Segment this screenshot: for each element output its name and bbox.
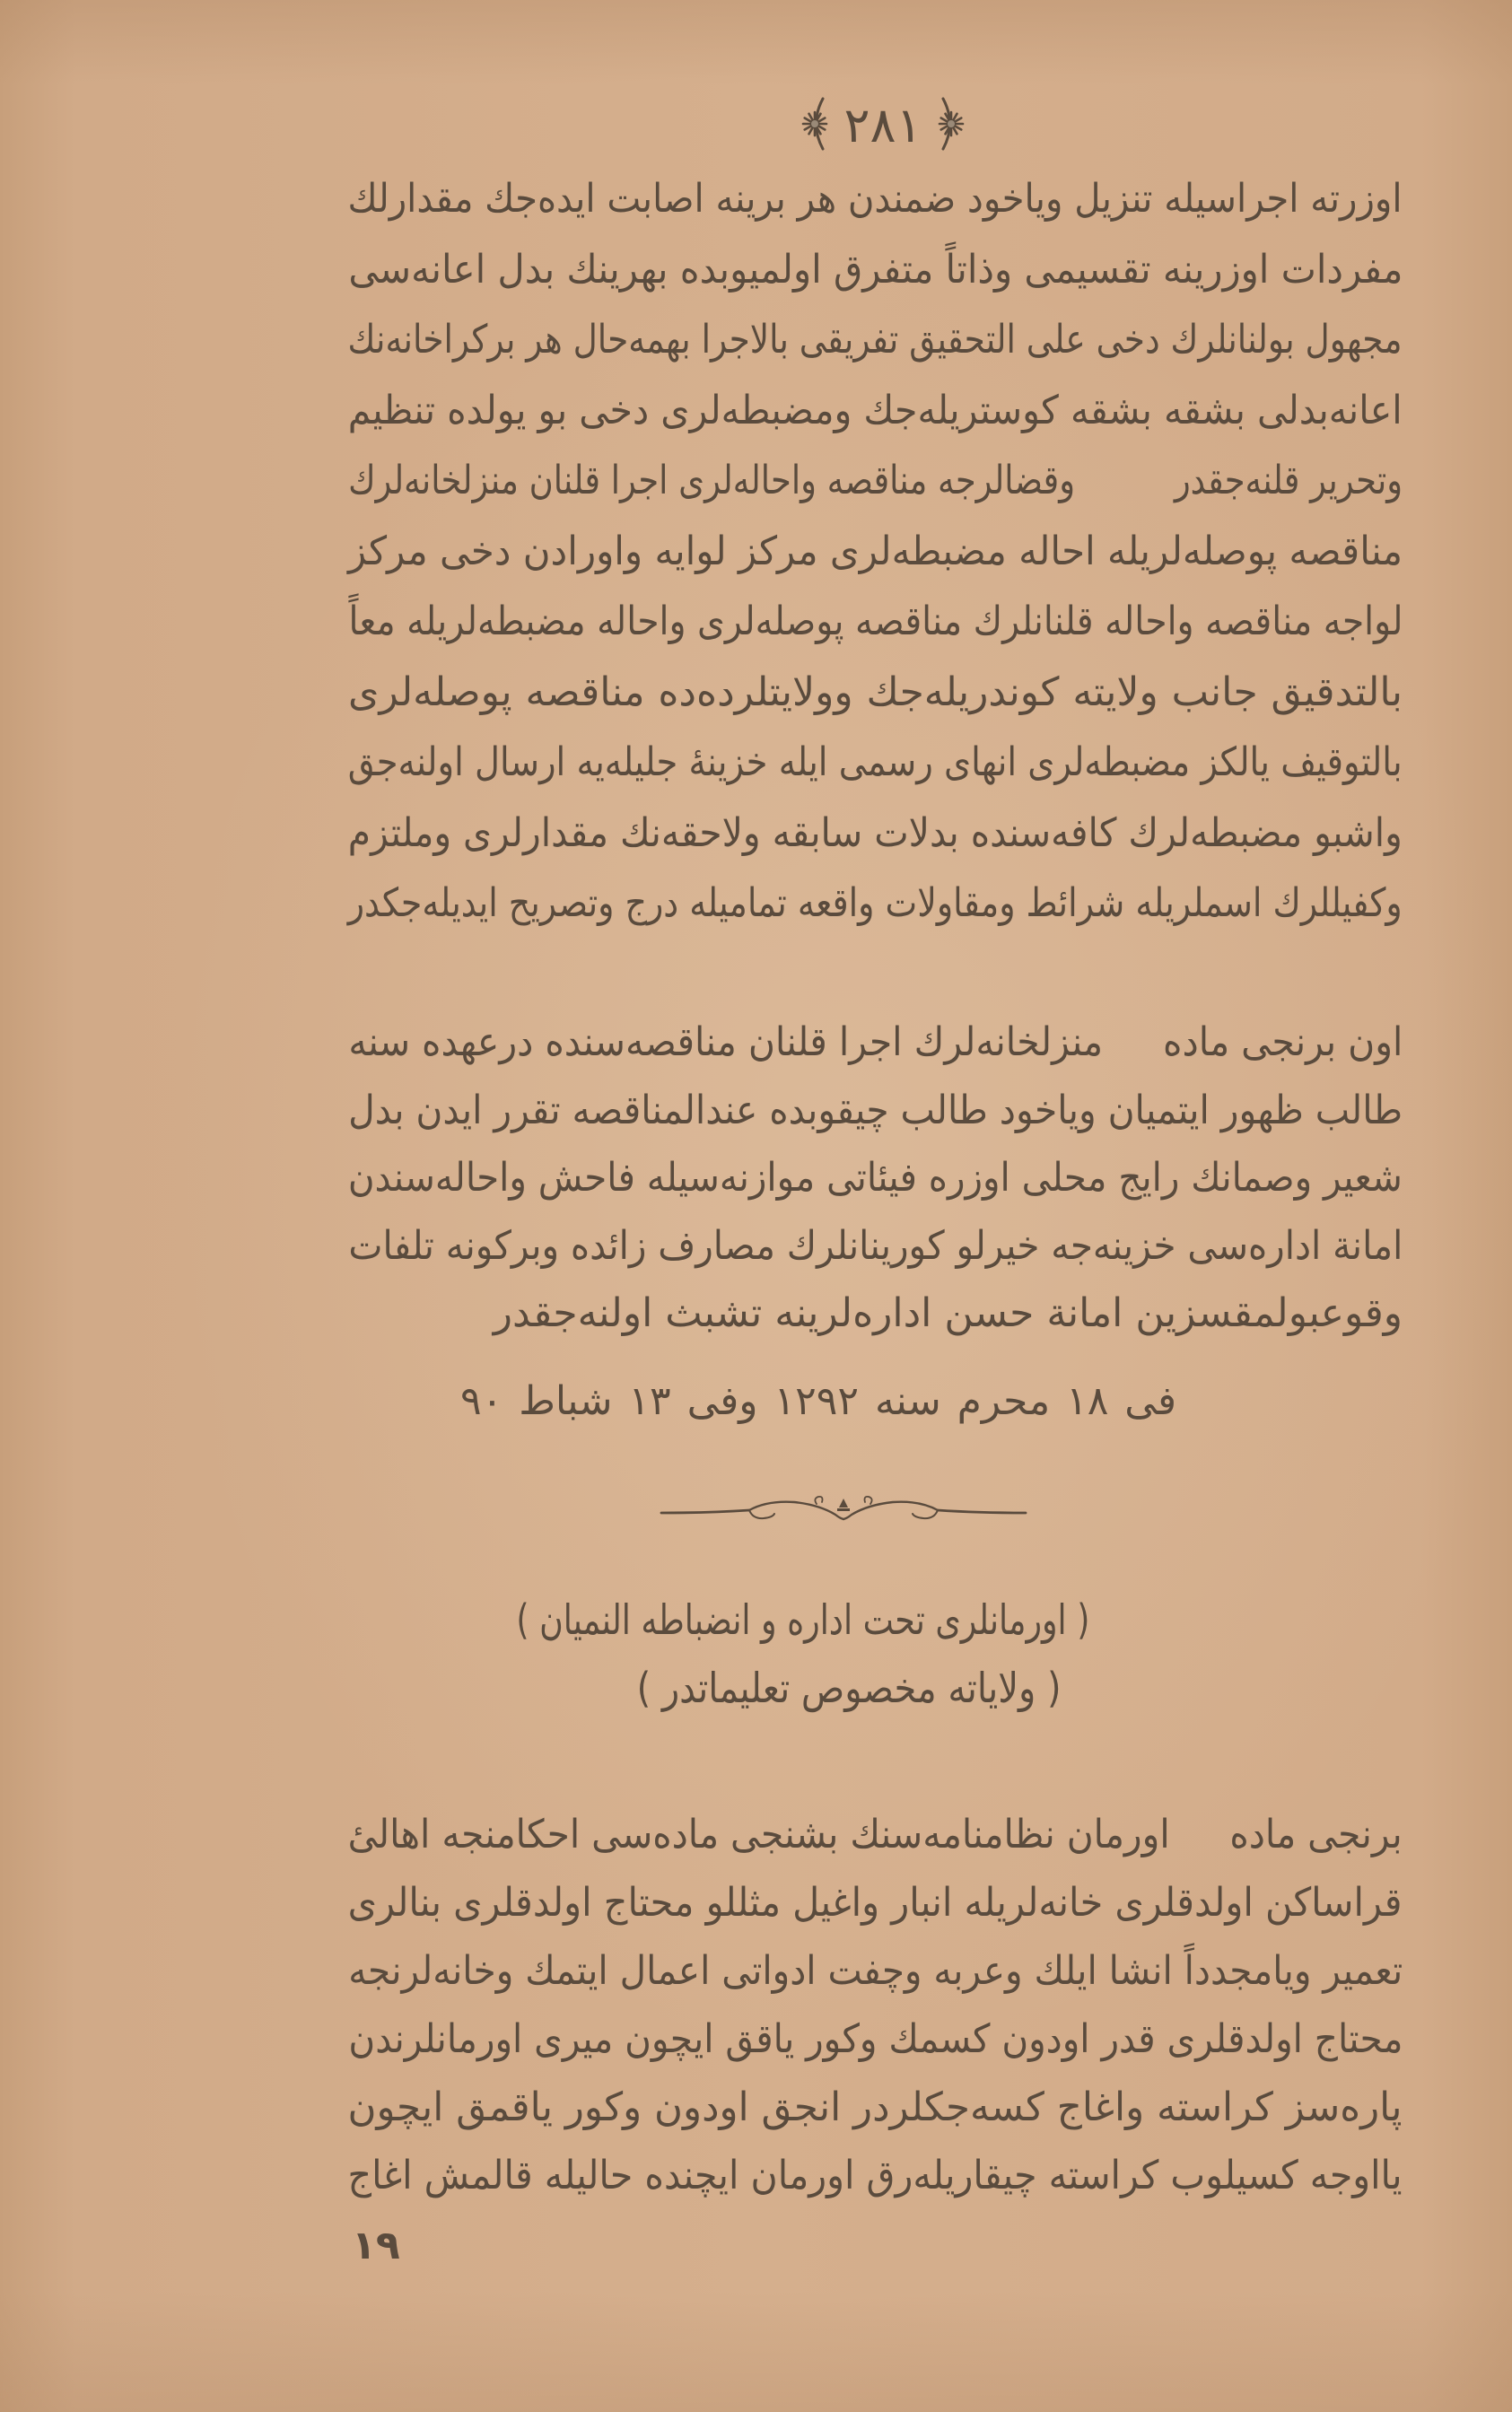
- text-line: لواجه مناقصه واحاله قلنانلرك مناقصه پوصله‌لری واحاله مضبطه‌لریله معاً: [348, 599, 1403, 644]
- article-label: برنجی ماده: [1229, 1812, 1403, 1857]
- text-line: محتاج اولدقلری قدر اودون کسمك وکور یاقق ایچون میری اورمانلرندن: [348, 2016, 1403, 2062]
- section-subtitle: ( ولایاته مخصوص تعلیماتدر ): [637, 1664, 1062, 1712]
- article-one: [348, 1801, 1403, 2210]
- text-line: تعمیر ویامجدداً انشا ایلك وعربه وچفت ادواتی اعمال ایتمك وخانه‌لرنجه: [348, 1948, 1403, 1994]
- text-line: مفردات اوزرینه تقسیمی وذاتاً متفرق اولمیوبده بهرینك بدل اعانه‌سی: [348, 246, 1403, 293]
- star-ornament-right-icon: [931, 95, 967, 156]
- text-line-last: وقوعبولمقسزین امانة حسن اداره‌لرینه تشبث اولنه‌جقدر: [493, 1290, 1403, 1336]
- page-number-header: [784, 93, 982, 158]
- text-line: امانة اداره‌سی خزینه‌جه خیرلو کورینانلرك مصارف زائده وبرکونه تلفات: [348, 1222, 1403, 1269]
- paragraph-continuation: [348, 164, 1403, 939]
- article-text: منزلخانه‌لرك اجرا قلنان مناقصه‌سنده درعهده سنه: [348, 1019, 1103, 1065]
- text-line: بالتوقیف یالکز مضبطه‌لری انهای رسمی ایله خزینهٔ جلیله‌یه ارسال اولنه‌جق: [348, 739, 1403, 785]
- text-line: اعانه‌بدلی بشقه بشقه کوستریله‌جك ومضبطه‌لری دخی بو یولده تنظیم: [348, 387, 1403, 433]
- star-ornament-left-icon: [799, 95, 835, 156]
- text-line: [348, 1801, 1403, 1869]
- article-eleven: [348, 1009, 1403, 1348]
- text-line: [348, 1009, 1403, 1077]
- text-line: وکفیللرك اسملریله شرائط ومقاولات واقعه تمامیله درج وتصریح ایدیله‌جکدر: [348, 880, 1403, 926]
- text-line: پاره‌سز کراسته واغاج کسه‌جکلردر انجق اودون وکور یاقمق ایچون: [348, 2084, 1403, 2130]
- text-line: وتحریر قلنه‌جقدر وقضالرجه مناقصه واحاله‌لری اجرا قلنان منزلخانه‌لرك: [348, 458, 1403, 503]
- article-text: اورمان نظامنامه‌سنك بشنجی ماده‌سی احکامنجه اهالیٔ: [348, 1812, 1170, 1857]
- text-line: مجهول بولنانلرك دخی علی التحقیق تفریقی بالاجرا بهمه‌حال هر بركراخانه‌نك: [348, 317, 1403, 363]
- text-line: قراساکن اولدقلری خانه‌لریله انبار واغیل مثللو محتاج اولدقلری بنالری: [348, 1880, 1403, 1926]
- text-line: بالتدقیق جانب ولایته کوندریله‌جك وولایتلرده‌ده مناقصه پوصله‌لری: [348, 669, 1403, 715]
- text-line: طالب ظهور ایتمیان ویاخود طالب چیقوبده عندالمناقصه تقرر ایدن بدل: [348, 1087, 1403, 1133]
- section-title: ( اورمانلری تحت اداره و انضباطه النمیان ): [516, 1595, 1089, 1644]
- text-line: یااوجه کسیلوب کراسته چیقاریله‌رق اورمان ایچنده حالیله قالمش اغاج: [348, 2153, 1403, 2198]
- page-number: ٢٨١: [843, 97, 922, 153]
- text-line: شعیر وصمانك رایج محلی اوزره فیئاتی موازنه‌سیله فاحش واحاله‌سندن: [348, 1155, 1403, 1201]
- signature-mark: ١٩: [352, 2223, 400, 2268]
- text-line: اوزرته اجراسیله تنزیل ویاخود ضمندن هر برینه اصابت ایده‌جك مقدارلك: [348, 176, 1403, 222]
- article-label: اون برنجی ماده: [1162, 1019, 1403, 1065]
- ornamental-divider-icon: [660, 1491, 1027, 1524]
- text-line: مناقصه پوصله‌لریله احاله مضبطه‌لری مرکز لوایه واورادن دخی مرکز: [348, 528, 1403, 574]
- date-line: فی ١٨ محرم سنه ١٢٩٢ وفی ١٣ شباط ٩٠: [460, 1378, 1176, 1424]
- text-line: واشبو مضبطه‌لرك کافه‌سنده بدلات سابقه ولاحقه‌نك مقدارلری وملتزم: [348, 809, 1403, 856]
